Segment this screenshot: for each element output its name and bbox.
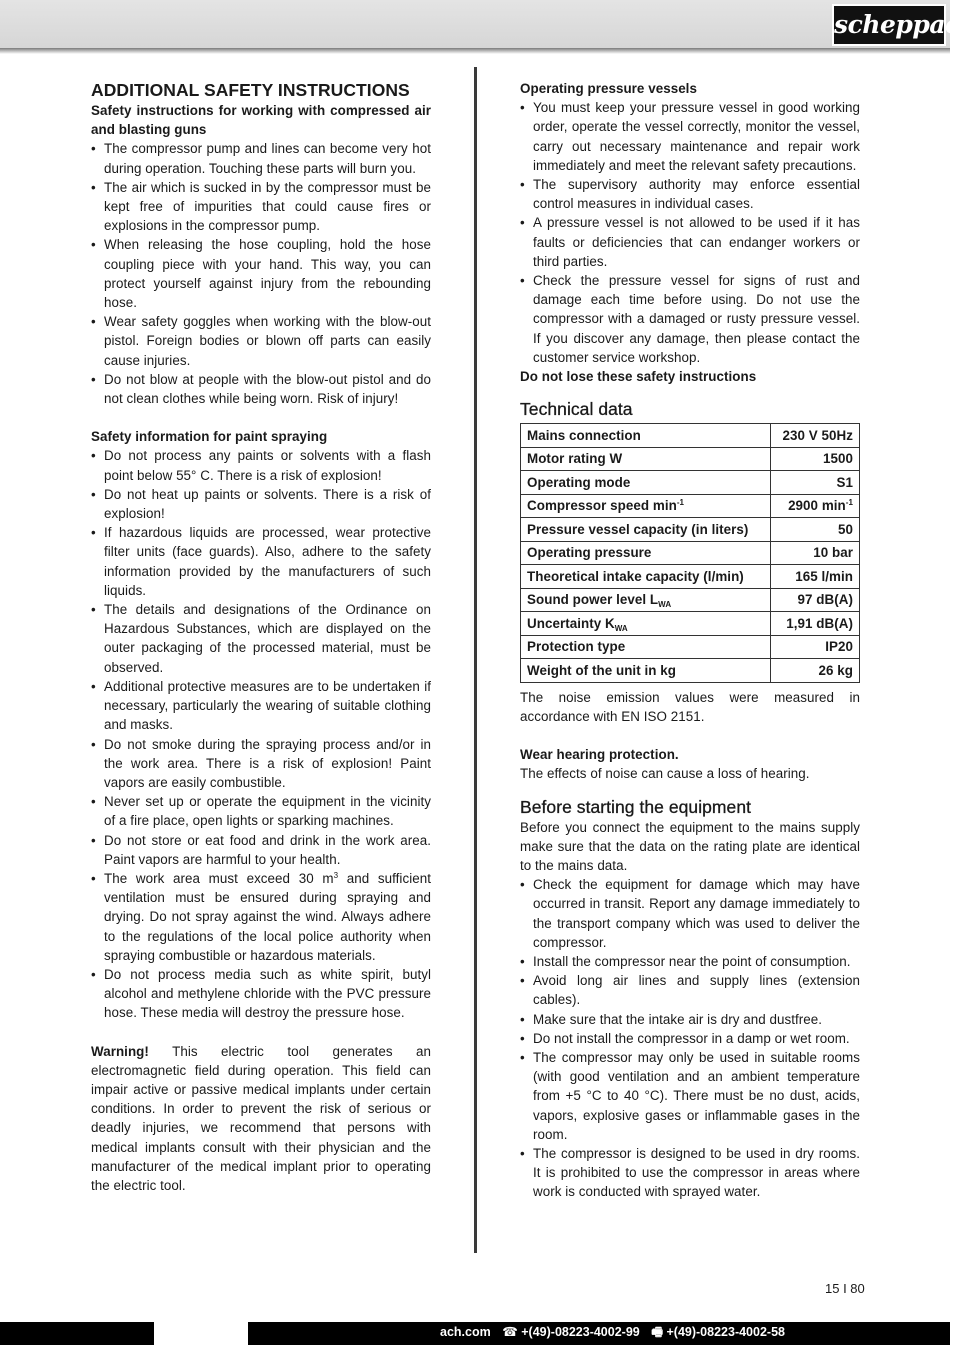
header-shadow [0,48,950,54]
warning-label: Warning! [91,1043,149,1059]
list-item: • Wear safety goggles when working with the blow-out pistol. Foreign bodies or blown off parts can easily cause injuries. [91,312,431,370]
table-row: Theoretical intake capacity (l/min) 165 l/min [521,565,860,589]
list-item: • The compressor pump and lines can become very hot during operation. Touching these parts will burn you. [91,139,431,177]
section-heading-pressure-vessels: Operating pressure vessels [520,81,697,96]
before-starting-heading: Before starting the equipment [520,796,752,817]
list-item: • Do not blow at people with the blow-out pistol and do not clean clothes while being worn. Risk of injury! [91,370,431,408]
footer-band [0,1322,950,1345]
list-item: • Do not process any paints or solvents with a flash point below 55° C. There is a risk of explosion! [91,446,431,484]
header-band [0,0,950,48]
list-item: • Do not install the compressor in a damp or wet room. [520,1029,860,1048]
table-row: Pressure vessel capacity (in liters) 50 [521,518,860,542]
hearing-text: The effects of noise can cause a loss of hearing. [520,766,810,782]
table-row: Protection type IP20 [521,635,860,659]
list-item: • A pressure vessel is not allowed to be used if it has faults or deficiencies that can endanger workers or third parties. [520,213,860,271]
list-item: • Install the compressor near the point of consumption. [520,952,860,971]
page-title: ADDITIONAL SAFETY INSTRUCTIONS [91,80,410,100]
table-row: Weight of the unit in kg 26 kg [521,659,860,683]
footer-white-block [154,1322,248,1345]
list-item: • Make sure that the intake air is dry and dustfree. [520,1010,860,1029]
list-item: • Do not heat up paints or solvents. There is a risk of explosion! [91,485,431,523]
table-row: Operating mode S1 [521,471,860,495]
table-row: Sound power level $L_{WA}$ 97 dB(A) [521,588,860,612]
column-divider [474,67,477,1253]
list-item: • You must keep your pressure vessel in good working order, operate the vessel correctly, monitor the vessel, carry out necessary maintenance and repair work immediately and meet the relevant safety precautions. [520,98,860,175]
compressed-air-list [91,139,431,408]
noise-note: The noise emission values were measured in accordance with EN ISO 2151. [520,689,860,724]
table-row: Mains connection 230 V 50Hz [521,424,860,448]
section-heading-compressed-air: Safety instructions for working with compressed air and blasting guns [91,103,431,138]
technical-data-table [520,423,860,683]
footer-website: ach.com [440,1325,491,1339]
before-starting-list [520,875,860,1201]
list-item: • The air which is sucked in by the compressor must be kept free of impurities that could cause fires or explosions in the compressor pump. [91,178,431,236]
list-item: • If hazardous liquids are processed, wear protective filter units (face guards). Also, adhere to the safety information provided by the manufacturers of such liquids. [91,523,431,600]
list-item: • Check the pressure vessel for signs of rust and damage each time before using. Do not use the compressor with a damaged or rusty pressure vessel. If you discover any damage, then please contact the customer service workshop. [520,271,860,367]
warning-paragraph: Warning! This electric tool generates an electromagnetic field during operation. This field can impair active or passive medical implants under certain conditions. In order to prevent the risk of serious or deadly injuries, we recommend that persons with medical implants consult with their physician and the manufacturer of the medical implant prior to operating the electric tool. [91,1043,431,1193]
pressure-vessels-list [520,98,860,367]
list-item: • Do not process media such as white spirit, butyl alcohol and methylene chloride with the PVC pressure hose. These media will destroy the pressure hose. [91,965,431,1023]
table-row: Operating pressure 10 bar [521,541,860,565]
footer-contact [440,1322,793,1345]
list-item: • The compressor may only be used in suitable rooms (with good ventilation and an ambient temperature from +5 °C to 40 °C). There must be no dust, acids, vapors, explosive gases or inflammable gases in the room. [520,1048,860,1144]
list-item: • When releasing the hose coupling, hold the hose coupling piece with your hand. This way, you can protect yourself against injury from the rebounding hose. [91,235,431,312]
table-row: Motor rating W 1500 [521,447,860,471]
paint-spraying-list [91,446,431,1022]
hearing-heading: Wear hearing protection. [520,747,679,763]
list-item: • Do not smoke during the spraying process and/or in the work area. There is a risk of explosion! Paint vapors are easily combustible. [91,735,431,793]
footer-fax: 🖷 +(49)-08223-4002-58 [651,1325,785,1339]
list-item: • The compressor is designed to be used in dry rooms. It is prohibited to use the compressor in areas where work is conducted with sprayed water. [520,1144,860,1202]
list-item: • Avoid long air lines and supply lines (extension cables). [520,971,860,1009]
list-item: • Additional protective measures are to be undertaken if necessary, particularly the wearing of suitable clothing and masks. [91,677,431,735]
section-heading-paint-spraying: Safety information for paint spraying [91,429,328,445]
list-item: • The details and designations of the Ordinance on Hazardous Substances, which are displayed on the outer packaging of the processed material, must be observed. [91,600,431,677]
list-item: • The supervisory authority may enforce essential control measures in individual cases. [520,175,860,213]
brand-logo: scheppach [832,4,946,46]
keep-instructions-note: Do not lose these safety instructions [520,369,757,385]
list-item: • Check the equipment for damage which may have occurred in transit. Report any damage immediately to the transport company which was used to deliver the compressor. [520,875,860,952]
table-row: Compressor speed $\min^{-1}$ 2900 $\min^{-1}$ [521,494,860,518]
list-item: • Never set up or operate the equipment in the vicinity of a fire place, open lights or sparking machines. [91,792,431,830]
list-item: • Do not store or eat food and drink in the work area. Paint vapors are harmful to your health. [91,831,431,869]
left-column [91,79,431,1195]
footer-phone: ☎ +(49)-08223-4002-99 [502,1325,640,1339]
before-starting-intro: Before you connect the equipment to the mains supply make sure that the data on the rating plate are identical to the mains data. [520,819,860,873]
technical-data-heading: Technical data [520,399,633,420]
list-item: • The work area must exceed 30 $m^3$ and sufficient ventilation must be ensured during spraying and drying. Do not spray against the wind. Always adhere to the regulations of the local police authority when spraying combustible or hazardous materials. [91,869,431,965]
table-row: Uncertainty $K_{WA}$ 1,91 dB(A) [521,612,860,636]
right-column [520,79,860,1202]
page-number: 15 I 80 [825,1281,865,1296]
